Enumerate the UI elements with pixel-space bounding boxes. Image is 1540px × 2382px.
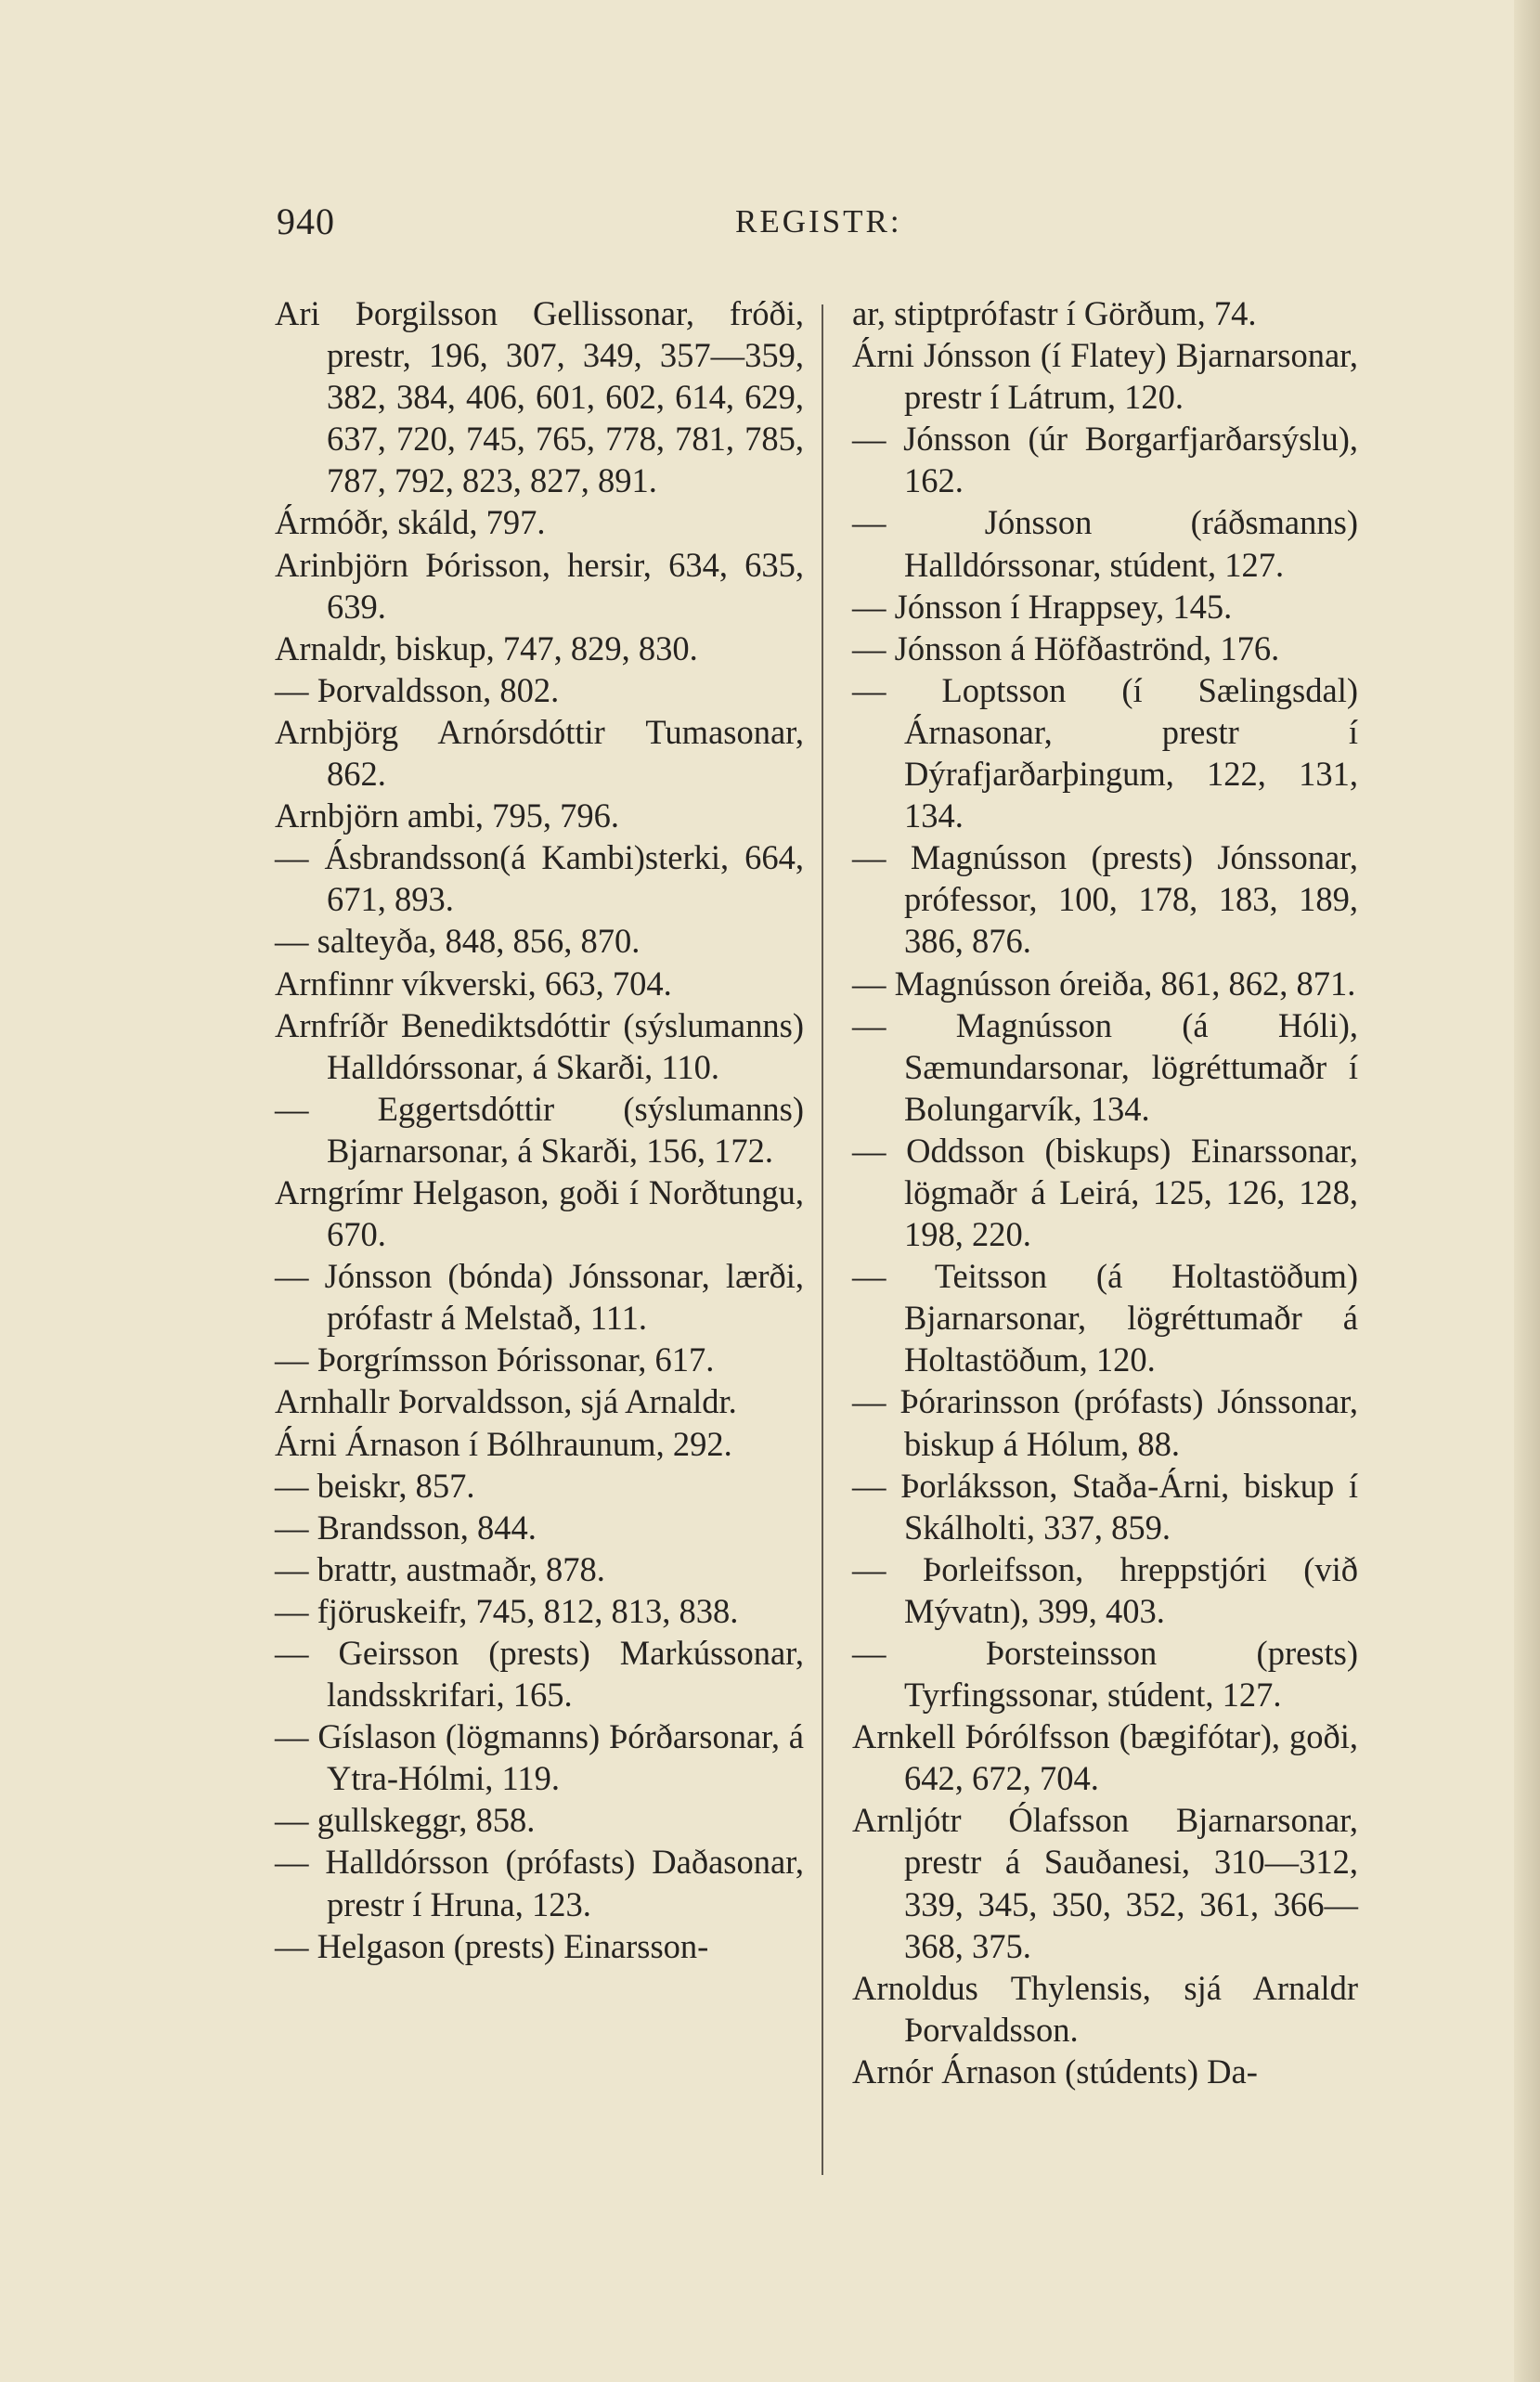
column-divider: [822, 304, 823, 2175]
index-entry: — Þorláksson, Staða-Árni, biskup í Skálholti, 337, 859.: [852, 1466, 1358, 1547]
index-entry: Arnkell Þórólfsson (bægifótar), goði, 642, 672, 704.: [852, 1717, 1358, 1798]
index-entry: — Magnússon (á Hóli), Sæmundarsonar, lögréttumaðr í Bolungarvík, 134.: [852, 1005, 1358, 1128]
index-entry: Arnfinnr víkverski, 663, 704.: [275, 964, 672, 1003]
index-entry: — Þorgrímsson Þórissonar, 617.: [275, 1340, 715, 1379]
index-entry: ar, stiptprófastr í Görðum, 74.: [852, 294, 1257, 332]
index-entry: — Jónsson (úr Borgarfjarðarsýslu), 162.: [852, 420, 1358, 500]
index-entry: — Oddsson (biskups) Einarssonar, lögmaðr á Leirá, 125, 126, 128, 198, 220.: [852, 1131, 1358, 1254]
page-number: 940: [277, 201, 335, 242]
index-entry: — beiskr, 857.: [275, 1466, 475, 1505]
index-entry: Arngrímr Helgason, goði í Norðtungu, 670.: [275, 1172, 804, 1254]
index-entry: Arnbjörn ambi, 795, 796.: [275, 796, 620, 835]
index-entry: — Jónsson (ráðsmanns) Halldórssonar, stúdent, 127.: [852, 503, 1358, 584]
index-entry: — Helgason (prests) Einarsson-: [275, 1926, 709, 1965]
index-entry: — Þorsteinsson (prests) Tyrfingssonar, stúdent, 127.: [852, 1634, 1358, 1715]
index-entry: Árni Árnason í Bólhraunum, 292.: [275, 1424, 732, 1463]
index-entry: Arnbjörg Arnórsdóttir Tumasonar, 862.: [275, 712, 804, 794]
index-entry: — fjöruskeifr, 745, 812, 813, 838.: [275, 1591, 739, 1630]
index-entry: — Eggertsdóttir (sýslumanns) Bjarnarsonar, á Skarði, 156, 172.: [275, 1089, 804, 1170]
index-entry: — Þorleifsson, hreppstjóri (við Mývatn), 399, 403.: [852, 1549, 1358, 1630]
index-entry: — Ásbrandsson(á Kambi)sterki, 664, 671, 893.: [275, 838, 804, 919]
index-entry: — Jónsson í Hrappsey, 145.: [852, 587, 1233, 626]
page-header: [277, 200, 964, 255]
right-column: [852, 292, 1358, 2186]
index-entry: Árni Jónsson (í Flatey) Bjarnarsonar, prestr í Látrum, 120.: [852, 336, 1358, 417]
index-entry: Arnaldr, biskup, 747, 829, 830.: [275, 628, 698, 667]
index-entry: — Jónsson (bónda) Jónssonar, lærði, prófastr á Melstað, 111.: [275, 1257, 804, 1338]
index-entry: Arinbjörn Þórisson, hersir, 634, 635, 639.: [275, 545, 804, 626]
index-entry: — Þórarinsson (prófasts) Jónssonar, biskup á Hólum, 88.: [852, 1382, 1358, 1463]
index-entry: — Magnússon óreiða, 861, 862, 871.: [852, 964, 1356, 1003]
index-entry: — Teitsson (á Holtastöðum) Bjarnarsonar, lögréttumaðr á Holtastöðum, 120.: [852, 1257, 1358, 1379]
index-entry: — Magnússon (prests) Jónssonar, prófessor, 100, 178, 183, 189, 386, 876.: [852, 838, 1358, 961]
index-entry: — gullskeggr, 858.: [275, 1801, 536, 1840]
running-head: REGISTR:: [735, 203, 902, 239]
index-entry: Ármóðr, skáld, 797.: [275, 503, 546, 542]
index-entry: — Gíslason (lögmanns) Þórðarsonar, á Ytra-Hólmi, 119.: [275, 1717, 804, 1798]
index-entry: — Brandsson, 844.: [275, 1508, 537, 1547]
left-column: [275, 292, 804, 2186]
index-entry: Arnljótr Ólafsson Bjarnarsonar, prestr á Sauðanesi, 310—312, 339, 345, 350, 352, 361, 366—368, 375.: [852, 1801, 1358, 1965]
index-entry: Ari Þorgilsson Gellissonar, fróði, prestr, 196, 307, 349, 357—359, 382, 384, 406, 601, 602, 614, 629, 637, 720, 745, 765, 778, 781, 785, 787, 792, 823, 827, 891.: [275, 294, 804, 500]
index-entry: — Þorvaldsson, 802.: [275, 670, 560, 709]
index-entry: Arnoldus Thylensis, sjá Arnaldr Þorvaldsson.: [852, 1968, 1358, 2049]
index-entry: — Geirsson (prests) Markússonar, landsskrifari, 165.: [275, 1634, 804, 1715]
index-entry: Arnfríðr Benediktsdóttir (sýslumanns) Halldórssonar, á Skarði, 110.: [275, 1005, 804, 1086]
index-entry: Arnór Árnason (stúdents) Da-: [852, 2052, 1258, 2091]
page-edge: [1514, 0, 1540, 2382]
index-entry: — Halldórsson (prófasts) Daðasonar, prestr í Hruna, 123.: [275, 1843, 804, 1923]
index-entry: — brattr, austmaðr, 878.: [275, 1549, 605, 1588]
index-entry: — Jónsson á Höfðaströnd, 176.: [852, 628, 1280, 667]
index-entry: — salteyða, 848, 856, 870.: [275, 922, 641, 961]
index-entry: — Loptsson (í Sælingsdal) Árnasonar, prestr í Dýrafjarðarþingum, 122, 131, 134.: [852, 670, 1358, 835]
index-entry: Arnhallr Þorvaldsson, sjá Arnaldr.: [275, 1382, 737, 1421]
